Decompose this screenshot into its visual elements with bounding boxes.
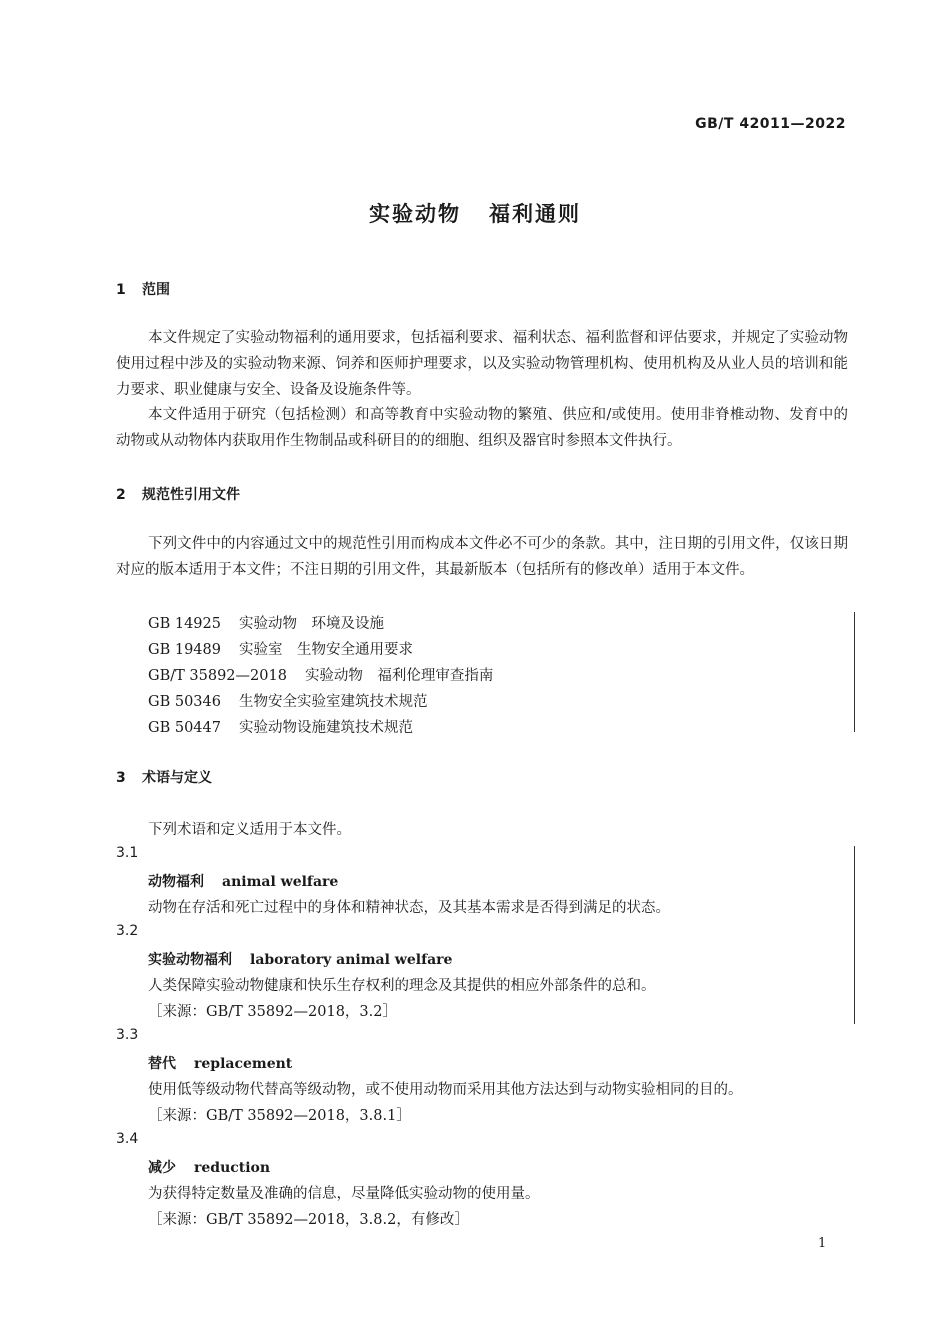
term-definition: 动物在存活和死亡过程中的身体和精神状态，及其基本需求是否得到满足的状态。: [148, 900, 670, 916]
document-title: [0, 198, 950, 228]
term-name: [148, 1157, 270, 1177]
term-definition: 人类保障实验动物健康和快乐生存权利的理念及其提供的相应外部条件的总和。: [148, 978, 656, 994]
term-number: 3.2: [116, 923, 139, 939]
section-2-paragraph: 下列文件中的内容通过文中的规范性引用而构成本文件必不可少的条款。其中，注日期的引用文件，仅该日期对应的版本适用于本文件；不注日期的引用文件，其最新版本（包括所有的修改单）适用于本文件。: [116, 536, 848, 578]
term-name: [148, 1053, 292, 1073]
term-source: ［来源：GB/T 35892—2018，3.8.2，有修改］: [148, 1212, 469, 1228]
reference-item: [148, 638, 413, 659]
reference-title: 实验动物设施建筑技术规范: [238, 720, 413, 736]
term-name-en: laboratory animal welfare: [250, 952, 453, 968]
term-name-zh: 动物福利: [148, 874, 204, 890]
reference-item: [148, 690, 427, 711]
revision-bar: [854, 612, 855, 732]
standard-number: GB/T 42011—2022: [695, 116, 846, 132]
title-part-2: 福利通则: [489, 202, 581, 226]
reference-item: [148, 664, 493, 685]
term-name-en: animal welfare: [222, 874, 339, 890]
page-number: 1: [818, 1236, 827, 1251]
term-number: 3.3: [116, 1027, 139, 1043]
section-number: 1: [116, 282, 126, 298]
section-title: 范围: [142, 282, 170, 298]
reference-title: 实验动物 福利伦理审查指南: [304, 668, 494, 684]
section-number: 3: [116, 770, 126, 786]
reference-item: [148, 716, 413, 737]
term-name: [148, 871, 338, 891]
reference-title: 实验动物 环境及设施: [238, 616, 384, 632]
section-3-heading: [116, 767, 212, 787]
section-title: 术语与定义: [142, 770, 212, 786]
term-name-zh: 替代: [148, 1056, 176, 1072]
section-number: 2: [116, 487, 126, 503]
term-number: 3.4: [116, 1131, 139, 1147]
section-1-heading: [116, 279, 170, 299]
section-1-paragraph-1: 本文件规定了实验动物福利的通用要求，包括福利要求、福利状态、福利监督和评估要求，并规定了实验动物使用过程中涉及的实验动物来源、饲养和医师护理要求，以及实验动物管理机构、使用机构及从业人员的培训和能力要求、职业健康与安全、设备及设施条件等。: [116, 330, 848, 398]
term-name-zh: 实验动物福利: [148, 952, 232, 968]
term-definition: 为获得特定数量及准确的信息，尽量降低实验动物的使用量。: [148, 1186, 540, 1202]
reference-code: GB 19489: [148, 642, 221, 658]
term-source: ［来源：GB/T 35892—2018，3.2］: [148, 1004, 397, 1020]
term-number: 3.1: [116, 845, 139, 861]
term-definition: 使用低等级动物代替高等级动物，或不使用动物而采用其他方法达到与动物实验相同的目的。: [148, 1082, 743, 1098]
reference-code: GB 50346: [148, 694, 221, 710]
section-1-paragraph-2: 本文件适用于研究（包括检测）和高等教育中实验动物的繁殖、供应和/或使用。使用非脊椎动物、发育中的动物或从动物体内获取用作生物制品或科研目的的细胞、组织及器官时参照本文件执行。: [116, 407, 848, 449]
section-2-heading: [116, 484, 240, 504]
reference-title: 生物安全实验室建筑技术规范: [238, 694, 428, 710]
revision-bar: [854, 846, 855, 1024]
term-name: [148, 949, 452, 969]
reference-code: GB 50447: [148, 720, 221, 736]
reference-item: [148, 612, 384, 633]
title-part-1: 实验动物: [369, 202, 461, 226]
section-title: 规范性引用文件: [142, 487, 240, 503]
reference-code: GB/T 35892—2018: [148, 668, 287, 684]
term-source: ［来源：GB/T 35892—2018，3.8.1］: [148, 1108, 411, 1124]
term-name-en: reduction: [194, 1160, 271, 1176]
term-name-zh: 减少: [148, 1160, 176, 1176]
reference-code: GB 14925: [148, 616, 221, 632]
reference-title: 实验室 生物安全通用要求: [238, 642, 413, 658]
term-name-en: replacement: [194, 1056, 293, 1072]
section-3-intro: 下列术语和定义适用于本文件。: [148, 822, 351, 838]
